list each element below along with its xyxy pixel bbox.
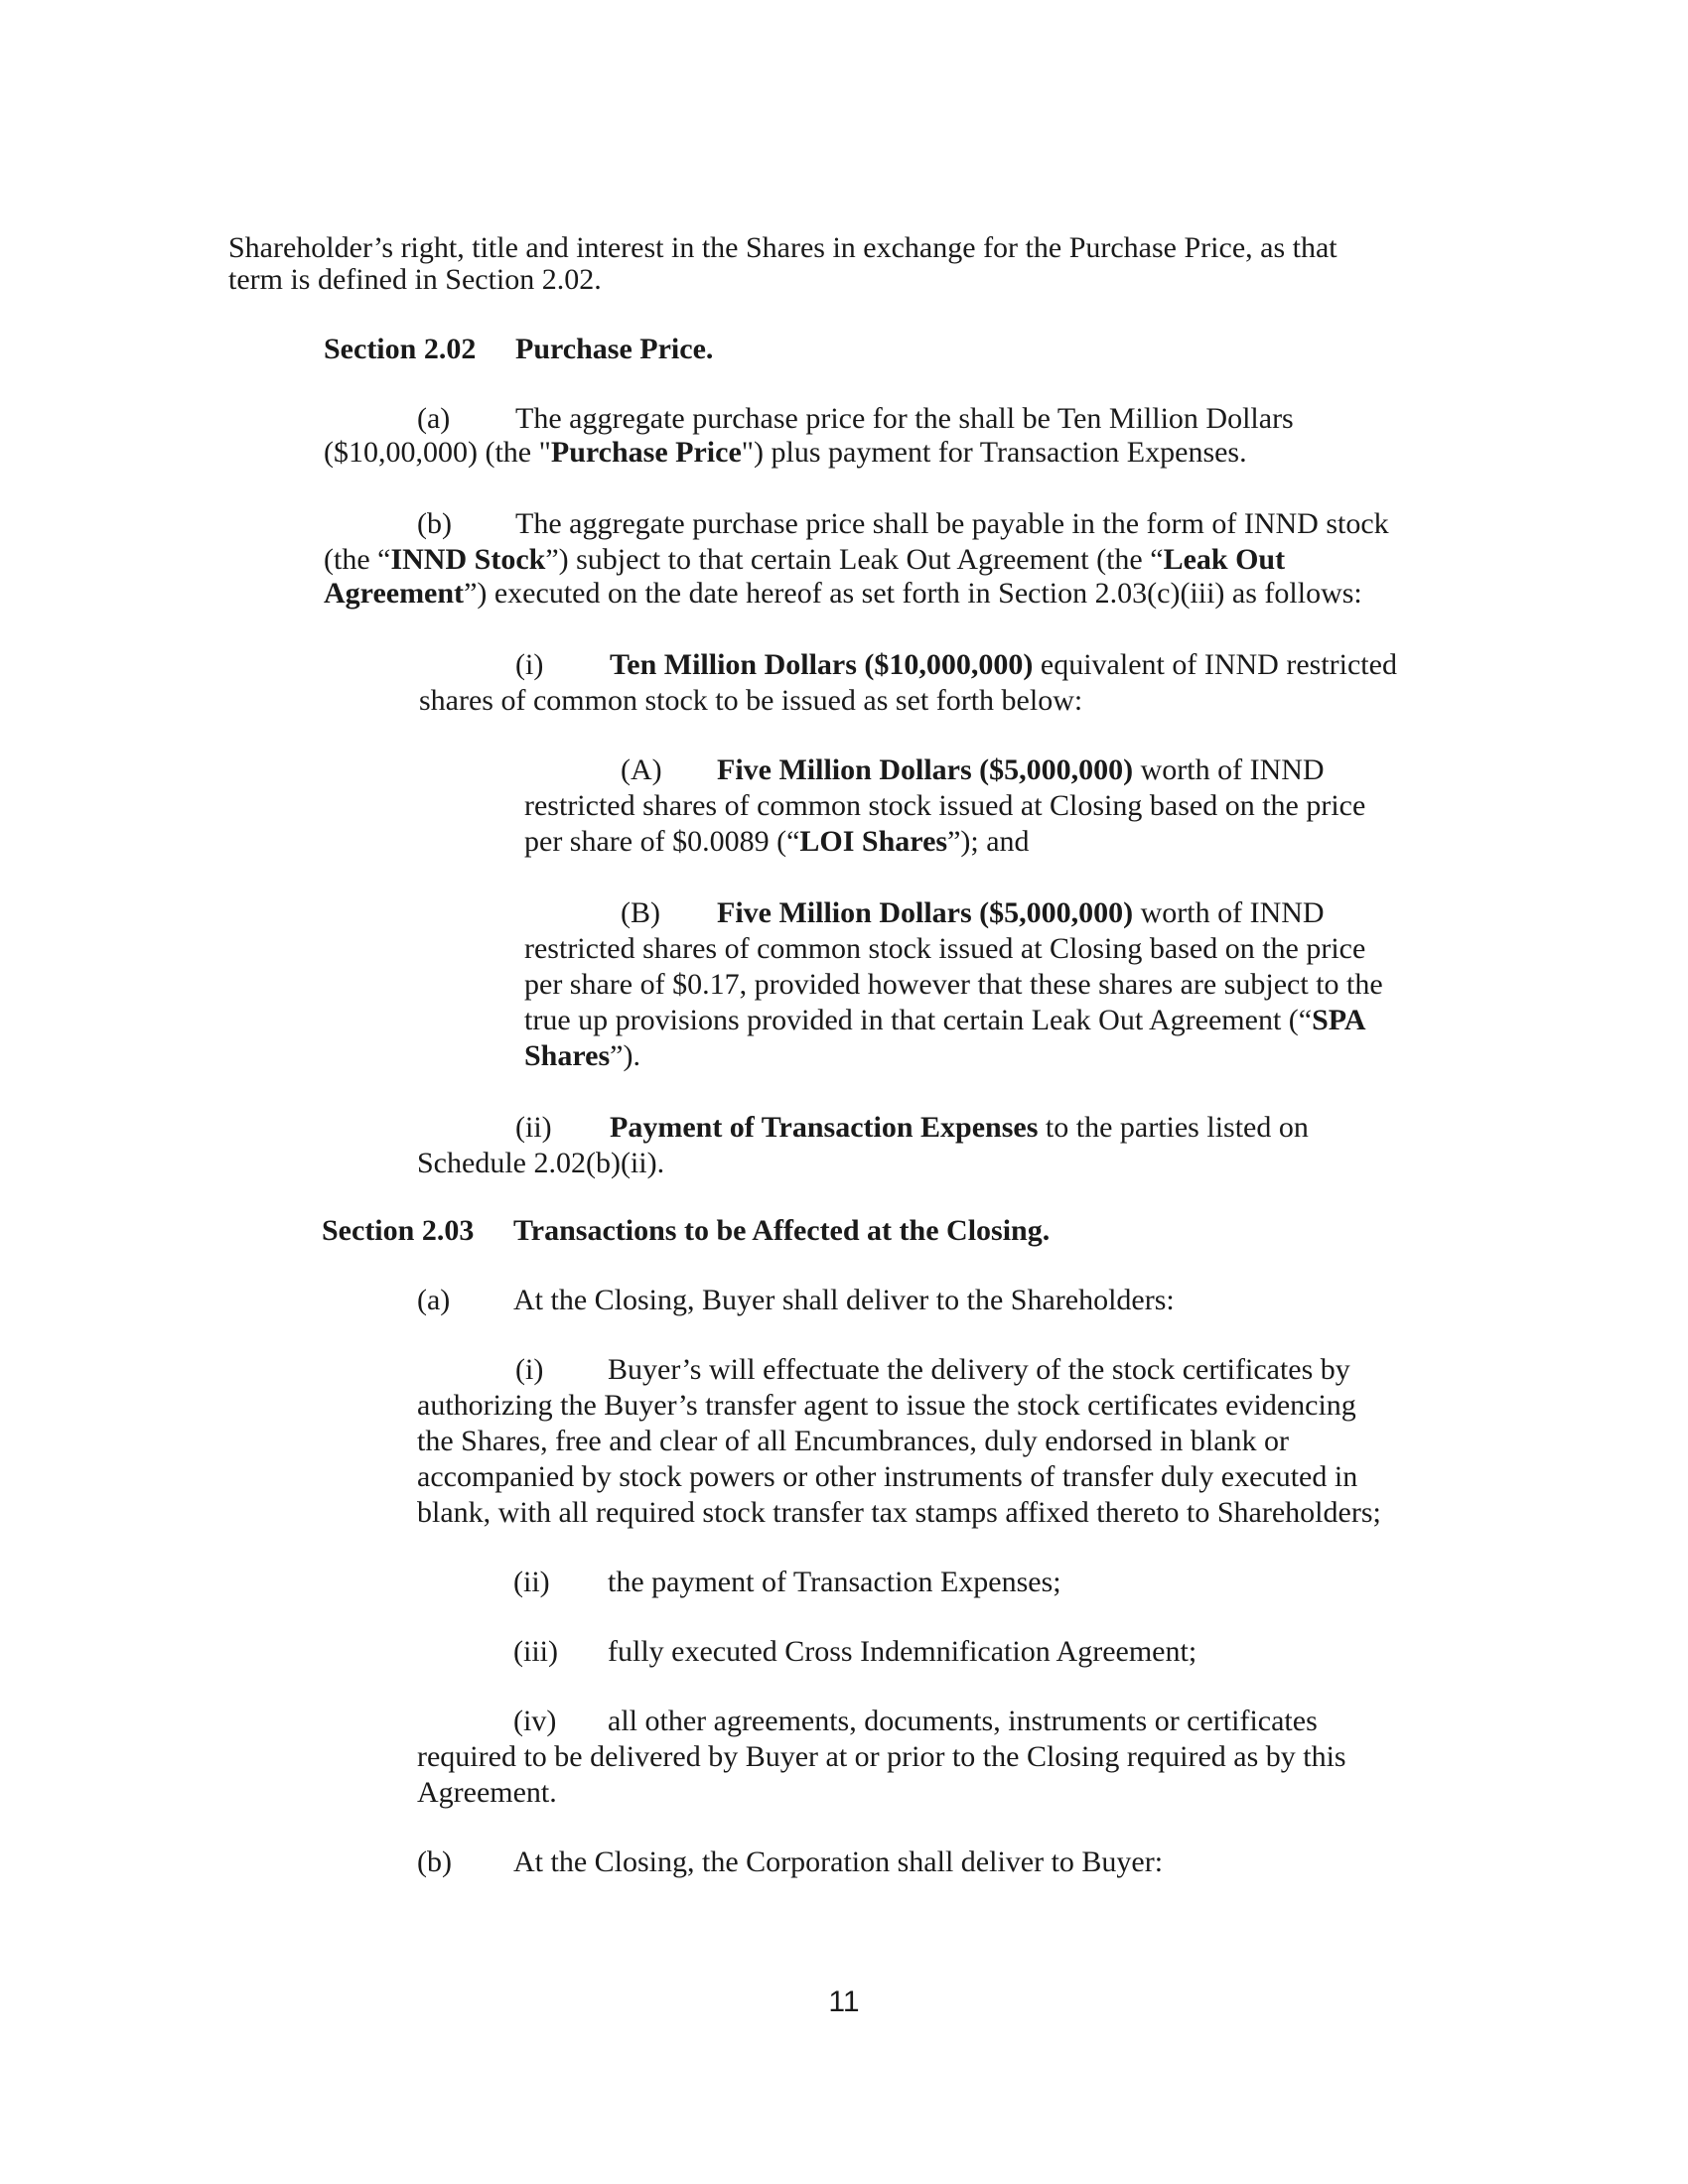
loi-shares-term: LOI Shares — [799, 825, 948, 858]
para-203a-label: (a) — [417, 1284, 451, 1316]
para-bi-label: (i) — [515, 648, 544, 681]
innd-stock-term: INND Stock — [390, 543, 546, 576]
para-203aii-text: the payment of Transaction Expenses; — [608, 1566, 1061, 1598]
para-203aii-label: (ii) — [513, 1566, 550, 1598]
intro-line-1: Shareholder’s right, title and interest in the Shares in exchange for the Purchase Price, as that — [228, 231, 1337, 264]
para-bi-line-1: Ten Million Dollars ($10,000,000) equivalent of INND restricted — [610, 648, 1397, 681]
section-2-02-number: Section 2.02 — [324, 333, 477, 365]
para-203aiv-label: (iv) — [513, 1705, 557, 1737]
para-203ai-line-2: authorizing the Buyer’s transfer agent to issue the stock certificates evidencing — [417, 1389, 1356, 1422]
para-203ai-line-4: accompanied by stock powers or other instruments of transfer duly executed in — [417, 1460, 1358, 1493]
para-B-label: (B) — [621, 896, 660, 929]
para-203aiii-text: fully executed Cross Indemnification Agreement; — [608, 1635, 1197, 1668]
section-2-03-title: Transactions to be Affected at the Closing. — [513, 1214, 1051, 1247]
section-2-02-title: Purchase Price. — [515, 333, 714, 365]
para-bii-label: (ii) — [515, 1111, 552, 1144]
para-203aiv-line-2: required to be delivered by Buyer at or prior to the Closing required as by this — [417, 1740, 1346, 1773]
para-A-line-1: Five Million Dollars ($5,000,000) worth of INND — [717, 753, 1325, 786]
purchase-price-term: Purchase Price — [550, 436, 742, 469]
para-a-label: (a) — [417, 402, 451, 435]
para-A-line-2: restricted shares of common stock issued at Closing based on the price — [524, 789, 1366, 822]
para-B-line-1: Five Million Dollars ($5,000,000) worth of INND — [717, 896, 1325, 929]
para-b-label: (b) — [417, 507, 452, 540]
para-203a-text: At the Closing, Buyer shall deliver to the Shareholders: — [513, 1284, 1175, 1316]
para-a-line-1: The aggregate purchase price for the shall be Ten Million Dollars — [515, 402, 1294, 435]
para-B-line-3: per share of $0.17, provided however that these shares are subject to the — [524, 968, 1383, 1001]
page-number: 11 — [828, 1985, 860, 2018]
intro-line-2: term is defined in Section 2.02. — [228, 263, 602, 296]
para-203b-text: At the Closing, the Corporation shall deliver to Buyer: — [513, 1845, 1164, 1878]
para-B-line-2: restricted shares of common stock issued at Closing based on the price — [524, 932, 1366, 965]
para-B-line-4: true up provisions provided in that certain Leak Out Agreement (“SPA — [524, 1004, 1366, 1036]
section-2-03-number: Section 2.03 — [322, 1214, 475, 1247]
para-a-line-2: ($10,00,000) (the "Purchase Price") plus payment for Transaction Expenses. — [324, 436, 1247, 469]
para-A-line-3: per share of $0.0089 (“LOI Shares”); and — [524, 825, 1030, 858]
para-B-line-5: Shares”). — [524, 1039, 640, 1072]
para-203ai-label: (i) — [515, 1353, 544, 1386]
agreement-term: Agreement — [324, 577, 465, 610]
para-203b-label: (b) — [417, 1845, 452, 1878]
para-A-label: (A) — [621, 753, 662, 786]
para-b-line-2: (the “INND Stock”) subject to that certain Leak Out Agreement (the “Leak Out — [324, 543, 1286, 576]
para-203ai-line-3: the Shares, free and clear of all Encumbrances, duly endorsed in blank or — [417, 1425, 1289, 1457]
para-bi-line-2: shares of common stock to be issued as set forth below: — [419, 684, 1083, 717]
para-b-line-1: The aggregate purchase price shall be payable in the form of INND stock — [515, 507, 1389, 540]
para-bii-line-1: Payment of Transaction Expenses to the parties listed on — [610, 1111, 1309, 1144]
para-203aiv-line-1: all other agreements, documents, instruments or certificates — [608, 1705, 1318, 1737]
para-203ai-line-5: blank, with all required stock transfer tax stamps affixed thereto to Shareholders; — [417, 1496, 1381, 1529]
para-bii-line-2: Schedule 2.02(b)(ii). — [417, 1147, 665, 1179]
para-203aiii-label: (iii) — [513, 1635, 558, 1668]
para-203aiv-line-3: Agreement. — [417, 1776, 557, 1809]
para-b-line-3: Agreement”) executed on the date hereof as set forth in Section 2.03(c)(iii) as follows: — [324, 577, 1362, 610]
shares-term: Shares — [524, 1039, 611, 1072]
leak-out-term: Leak Out — [1163, 543, 1286, 576]
spa-term: SPA — [1312, 1004, 1366, 1036]
para-203ai-line-1: Buyer’s will effectuate the delivery of the stock certificates by — [608, 1353, 1350, 1386]
